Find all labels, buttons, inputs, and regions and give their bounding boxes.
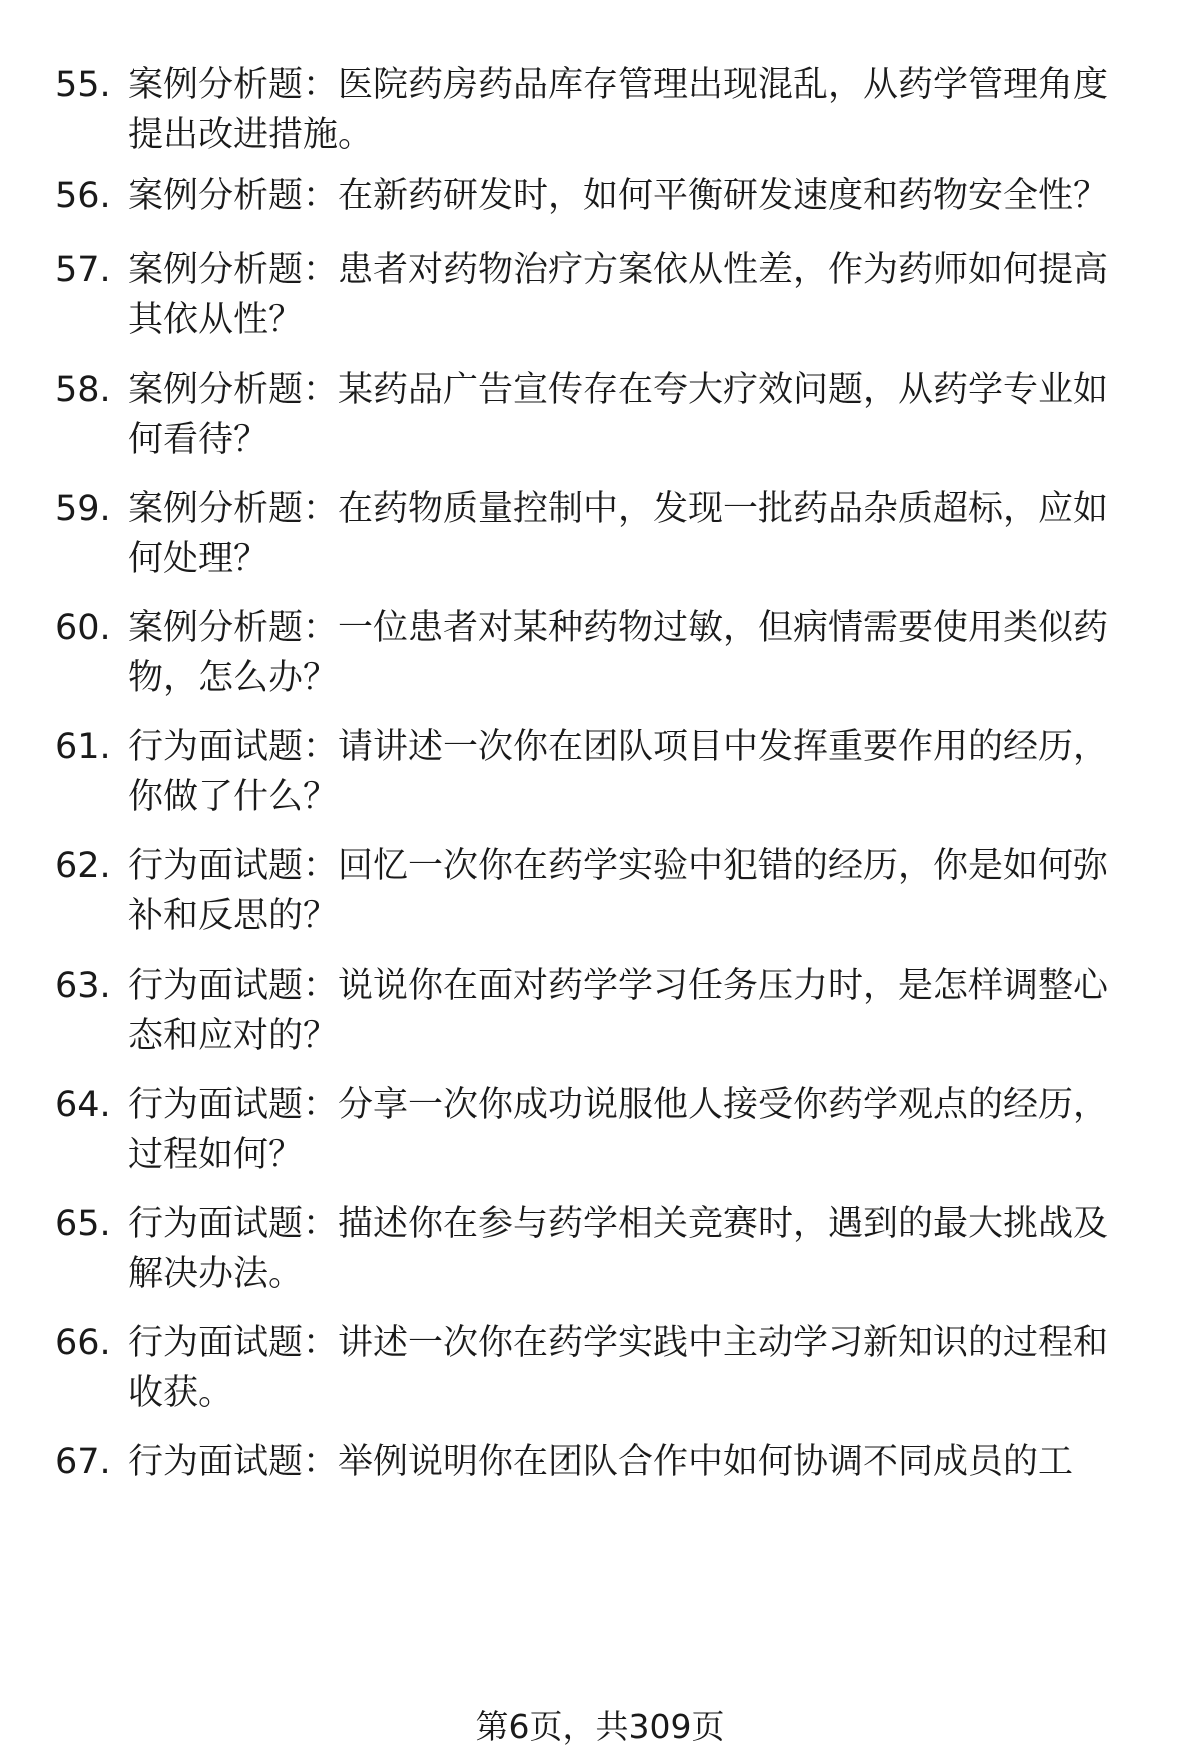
question-text: 案例分析题：某药品广告宣传存在夸大疗效问题，从药学专业如何看待？ <box>128 370 1109 460</box>
question-text: 行为面试题：描述你在参与药学相关竞赛时，遇到的最大挑战及解决办法。 <box>128 1204 1109 1294</box>
question-text: 行为面试题：讲述一次你在药学实践中主动学习新知识的过程和收获。 <box>128 1323 1109 1413</box>
question-number: 65. <box>55 1204 111 1244</box>
question-text: 行为面试题：说说你在面对药学学习任务压力时，是怎样调整心态和应对的？ <box>128 966 1109 1056</box>
question-text: 案例分析题：患者对药物治疗方案依从性差，作为药师如何提高其依从性？ <box>128 250 1109 340</box>
question-text: 案例分析题：在新药研发时，如何平衡研发速度和药物安全性？ <box>128 176 1109 216</box>
question-text: 行为面试题：请讲述一次你在团队项目中发挥重要作用的经历，你做了什么？ <box>128 727 1109 817</box>
question-number: 62. <box>55 846 111 886</box>
question-number: 67. <box>55 1442 111 1482</box>
question-text: 案例分析题：在药物质量控制中，发现一批药品杂质超标，应如何处理？ <box>128 489 1109 579</box>
question-number: 56. <box>55 176 111 216</box>
question-number: 63. <box>55 966 111 1006</box>
question-number: 59. <box>55 489 111 529</box>
question-text: 行为面试题：举例说明你在团队合作中如何协调不同成员的工 <box>128 1442 1074 1482</box>
question-number: 55. <box>55 65 111 105</box>
page-footer: 第6页，共309页 <box>475 1707 725 1746</box>
question-number: 66. <box>55 1323 111 1363</box>
question-text: 案例分析题：医院药房药品库存管理出现混乱，从药学管理角度提出改进措施。 <box>128 65 1109 155</box>
question-text: 行为面试题：回忆一次你在药学实验中犯错的经历，你是如何弥补和反思的？ <box>128 846 1109 936</box>
question-text: 案例分析题：一位患者对某种药物过敏，但病情需要使用类似药物，怎么办？ <box>128 608 1109 698</box>
question-number: 64. <box>55 1085 111 1125</box>
question-number: 60. <box>55 608 111 648</box>
question-number: 61. <box>55 727 111 767</box>
question-number: 57. <box>55 250 111 290</box>
question-number: 58. <box>55 370 111 410</box>
question-text: 行为面试题：分享一次你成功说服他人接受你药学观点的经历，过程如何？ <box>128 1085 1109 1175</box>
